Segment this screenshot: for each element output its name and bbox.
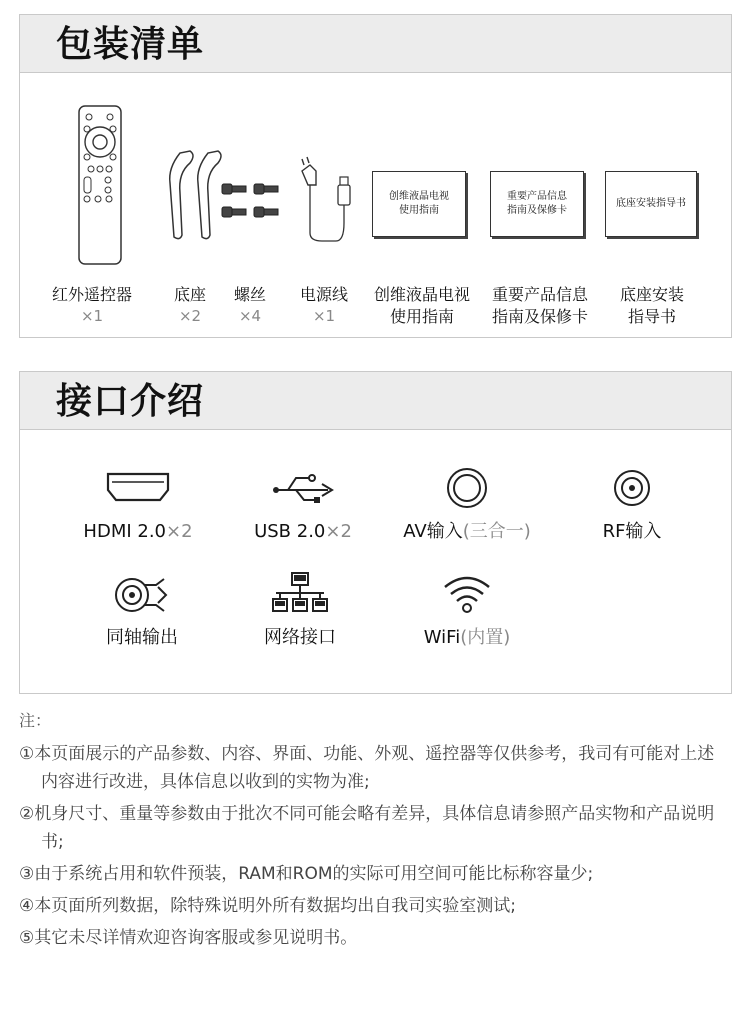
manual-cover-line1: 创维液晶电视: [389, 191, 449, 202]
ports-section: [19, 371, 732, 694]
warranty-cover: [490, 171, 584, 237]
pack-item-stand-guide: [605, 73, 699, 338]
pack-item-qty: ×2: [178, 307, 202, 325]
pack-item-name-line1: 重要产品信息: [491, 285, 588, 304]
rf-input-icon: [612, 468, 652, 508]
port-label-text: WiFi: [423, 627, 461, 648]
port-network: [264, 569, 336, 659]
port-wifi: [423, 569, 511, 659]
stand-guide-cover: [605, 171, 697, 237]
notes-heading: 注：: [19, 711, 52, 730]
note-line-3: ③由于系统占用和软件预装，RAM和ROM的实际可用空间可能比标称容量少;: [19, 864, 594, 884]
warranty-card-icon: [490, 73, 590, 283]
av-input-icon: [445, 466, 489, 510]
port-label: [78, 520, 198, 544]
pack-item-name-line1: 创维液晶电视: [373, 285, 470, 304]
port-hdmi: [83, 462, 193, 552]
pack-item-name-line2: 指南及保修卡: [491, 307, 588, 326]
port-usb: [254, 462, 352, 552]
pack-item-name: 底座: [173, 285, 206, 304]
packing-list-header: [20, 15, 731, 73]
coaxial-output-icon: [114, 575, 170, 615]
port-label-text: HDMI 2.0: [83, 521, 167, 542]
pack-item-remote: [42, 73, 142, 338]
usb-port-icon: [272, 468, 334, 508]
stand-guide-cover-line1: 底座安装指导书: [616, 198, 686, 209]
pack-item-name-line2: 指导书: [627, 307, 676, 326]
pack-item-user-manual: [372, 73, 472, 338]
port-label: [395, 520, 539, 544]
notes-section: [19, 708, 731, 956]
warranty-cover-line2: 指南及保修卡: [507, 205, 567, 216]
port-label-text: USB 2.0: [254, 521, 326, 542]
packing-list-title: 包装清单: [56, 24, 205, 65]
screws-icon: [218, 73, 282, 283]
port-av: [403, 460, 531, 550]
ports-title: 接口介绍: [56, 381, 205, 422]
pack-item-qty: ×1: [80, 307, 104, 325]
pack-item-name: 红外遥控器: [51, 285, 132, 304]
port-count: ×2: [166, 521, 193, 542]
manual-cover-line2: 使用指南: [399, 205, 439, 216]
packing-list-section: [19, 14, 732, 338]
note-line-2: ②机身尺寸、重量等参数由于批次不同可能会略有差异，具体信息请参照产品实物和产品说明书;: [19, 804, 715, 852]
pack-item-qty: ×4: [238, 307, 262, 325]
network-port-icon: [272, 571, 328, 617]
port-label: RF输入: [602, 521, 662, 542]
pack-item-screws: [218, 73, 282, 338]
port-label: 同轴输出: [106, 627, 178, 648]
note-line-4: ④本页面所列数据，除特殊说明外所有数据均出自我司实验室测试;: [19, 896, 516, 916]
note-line-5: ⑤其它未尽详情欢迎咨询客服或参见说明书。: [19, 928, 358, 948]
power-cable-icon: [292, 73, 356, 283]
warranty-cover-line1: 重要产品信息: [507, 191, 567, 202]
pack-item-power-cable: [292, 73, 356, 338]
user-manual-icon: [372, 73, 472, 283]
pack-item-name-line2: 使用指南: [389, 307, 454, 326]
pack-item-name: 电源线: [299, 285, 348, 304]
ports-header: [20, 372, 731, 430]
port-label-text: AV输入: [403, 521, 463, 542]
remote-control-icon: [42, 73, 142, 283]
port-rf: [602, 462, 662, 552]
note-line-1: ①本页面展示的产品参数、内容、界面、功能、外观、遥控器等仅供参考，我司有可能对上述内容进行改进，具体信息以收到的实物为准;: [19, 744, 715, 792]
port-note: (内置): [460, 627, 511, 648]
port-coaxial: [106, 569, 178, 659]
port-label: [402, 626, 532, 650]
port-note: (三合一): [462, 521, 531, 542]
port-label: [252, 520, 354, 544]
manual-cover: [372, 171, 466, 237]
pack-item-warranty-card: [490, 73, 590, 338]
stand-install-guide-icon: [605, 73, 699, 283]
pack-item-name-line1: 底座安装: [619, 285, 684, 304]
pack-item-name: 螺丝: [233, 285, 266, 304]
hdmi-port-icon: [98, 470, 178, 506]
port-count: ×2: [325, 521, 352, 542]
wifi-icon: [442, 573, 492, 615]
pack-item-qty: ×1: [312, 307, 336, 325]
port-label: 网络接口: [264, 627, 336, 648]
